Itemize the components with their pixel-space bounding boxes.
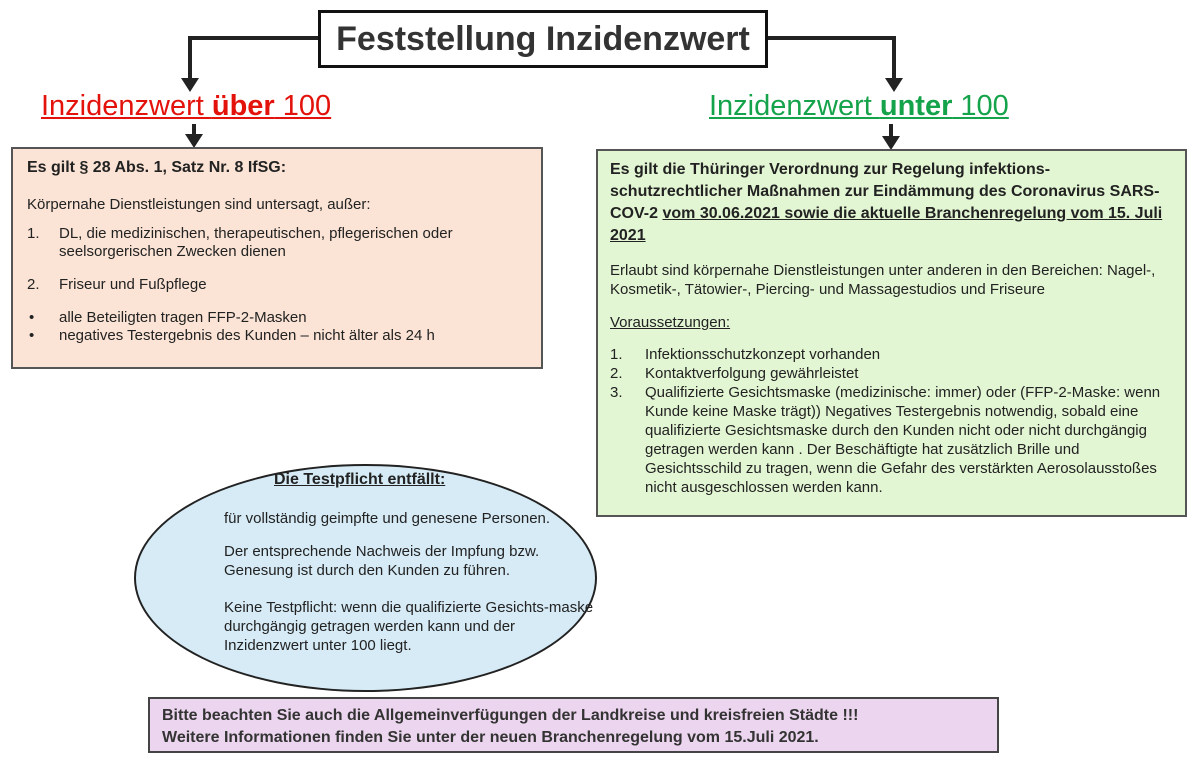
list-item (27, 225, 527, 261)
test-exemption-title: Die Testpflicht entfällt: (274, 471, 446, 488)
list-item (610, 364, 1173, 383)
list-number: 1. (27, 225, 40, 242)
list-item (610, 345, 1173, 364)
notice-line-1: Bitte beachten Sie auch die Allgemeinverfügungen der Landkreise und kreisfreien Städte !!! (162, 707, 859, 724)
list-text: Kontaktverfolgung gewährleistet (645, 365, 859, 382)
test-exemption-p3: Keine Testpflicht: wenn die qualifizierte Gesichts-maske durchgängig getragen werden kann und der Inzidenzwert unter 100 liegt. (224, 599, 594, 654)
over-100-intro: Körpernahe Dienstleistungen sind untersagt, außer: (27, 196, 371, 213)
branch-under-bold: unter (879, 90, 953, 122)
arrowhead-right-box (882, 136, 900, 150)
list-text: DL, die medizinischen, therapeutischen, pflegerischen oder seelsorgerischen Zwecken dienen (59, 225, 453, 260)
notice-box (148, 697, 999, 753)
list-number: 1. (610, 346, 623, 363)
notice-line-2: Weitere Informationen finden Sie unter der neuen Branchenregelung vom 15.Juli 2021. (162, 729, 819, 746)
title-text: Feststellung Inzidenzwert (336, 19, 750, 58)
under-100-intro: Erlaubt sind körpernahe Dienstleistungen unter anderen in den Bereichen: Nagel-, Kosmetik-, Tätowier-, Piercing- und Massagestudios und Friseure (610, 262, 1156, 298)
test-exemption-p2: Der entsprechende Nachweis der Impfung bzw. Genesung ist durch den Kunden zu führen. (224, 543, 540, 579)
branch-over-100 (41, 90, 331, 123)
over-100-heading: Es gilt § 28 Abs. 1, Satz Nr. 8 IfSG: (27, 159, 287, 176)
branch-over-suffix: 100 (274, 90, 332, 122)
title-box (318, 10, 768, 68)
requirements-label: Voraussetzungen: (610, 314, 731, 331)
heading-underlined: vom 30.06.2021 sowie die aktuelle Branchenregelung vom 15. Juli 2021 (610, 205, 1163, 244)
branch-over-prefix: Inzidenzwert (41, 90, 212, 122)
branch-over-bold: über (211, 90, 275, 122)
bullet-item (27, 309, 527, 327)
list-text: Qualifizierte Gesichtsmaske (medizinische: immer) oder (FFP-2-Maske: wenn Kunde keine Maske trägt)) Negatives Testergebnis notwendig, sobald eine qualifizierte Gesichtsmaske durch den Kunden nicht oder nicht durchgängig getragen werden kann . Der Beschäftigte hat zusätzlich Brille und Gesichtsschild zu tragen, wenn die Gefahr des verstärkten Aerosolausstoßes nicht ausgeschlossen werden kann. (645, 384, 1161, 496)
list-number: 2. (27, 276, 40, 293)
over-100-rules-box (11, 147, 543, 369)
arrow-to-right-branch (768, 38, 894, 80)
arrow-to-left-branch (190, 38, 318, 80)
heading-plain: Es gilt die Thüringer Verordnung zur Regelung infektions-schutzrechtlicher Maßnahmen zur Eindämmung des Coronavirus SARS-COV-2 (610, 161, 1160, 222)
under-100-rules-box (596, 149, 1187, 517)
list-item (27, 276, 527, 294)
bullet-icon: • (29, 309, 35, 326)
branch-under-suffix: 100 (952, 90, 1009, 122)
list-item (610, 383, 1173, 497)
list-number: 2. (610, 365, 623, 382)
bullet-text: alle Beteiligten tragen FFP-2-Masken (59, 309, 307, 326)
bullet-icon: • (29, 327, 35, 344)
list-number: 3. (610, 384, 623, 401)
list-text: Infektionsschutzkonzept vorhanden (645, 346, 881, 363)
branch-under-100 (709, 90, 1009, 123)
bullet-item (27, 327, 527, 345)
bullet-text: negatives Testergebnis des Kunden – nicht älter als 24 h (59, 327, 435, 344)
list-text: Friseur und Fußpflege (59, 276, 207, 293)
branch-under-prefix: Inzidenzwert (709, 90, 880, 122)
test-exemption-p1: für vollständig geimpfte und genesene Personen. (224, 510, 551, 527)
under-100-heading (610, 159, 1173, 247)
arrowhead-left-box (185, 134, 203, 148)
